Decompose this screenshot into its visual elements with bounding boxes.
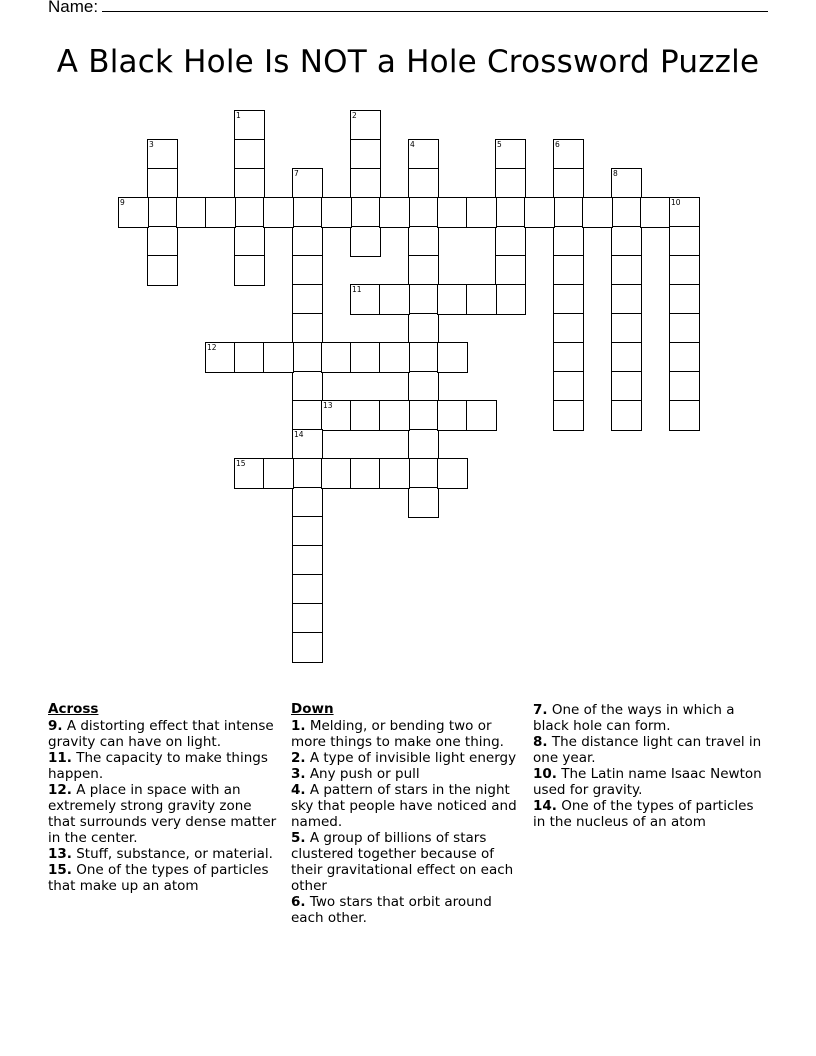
grid-cell[interactable] [466, 197, 497, 228]
grid-cell[interactable] [292, 342, 323, 373]
clue-item-number: 8. [533, 734, 548, 750]
grid-cell[interactable] [495, 255, 526, 286]
grid-cell[interactable] [379, 400, 410, 431]
clue-number: 14 [294, 430, 304, 439]
grid-cell[interactable] [408, 313, 439, 344]
grid-cell[interactable] [553, 255, 584, 286]
grid-cell[interactable] [234, 139, 265, 170]
grid-cell[interactable] [553, 342, 584, 373]
across-list [48, 718, 282, 894]
grid-cell[interactable] [408, 458, 439, 489]
grid-cell[interactable] [379, 342, 410, 373]
clue-item-number: 2. [291, 750, 306, 766]
grid-cell[interactable] [408, 139, 439, 170]
grid-cell[interactable] [408, 487, 439, 518]
clue-item-text: Melding, or bending two or more things to make one thing. [291, 718, 504, 750]
clue-item [533, 798, 765, 830]
clue-item-text: A distorting effect that intense gravity can have on light. [48, 718, 274, 750]
clue-item-text: Stuff, substance, or material. [71, 846, 273, 862]
grid-cell[interactable] [147, 226, 178, 257]
clue-item [291, 830, 523, 894]
name-label: Name: [48, 0, 99, 16]
grid-cell[interactable] [234, 255, 265, 286]
grid-cell[interactable] [553, 197, 584, 228]
clue-item [291, 782, 523, 830]
grid-cell[interactable] [292, 400, 323, 431]
grid-cell[interactable] [176, 197, 207, 228]
clue-item-number: 11. [48, 750, 72, 766]
grid-cell[interactable] [292, 313, 323, 344]
clue-item-number: 10. [533, 766, 557, 782]
grid-cell[interactable] [408, 371, 439, 402]
grid-cell[interactable] [408, 429, 439, 460]
grid-cell[interactable] [292, 371, 323, 402]
grid-cell[interactable] [379, 197, 410, 228]
clue-item [291, 718, 523, 750]
clue-number: 4 [410, 140, 415, 149]
grid-cell[interactable] [437, 400, 468, 431]
grid-cell[interactable] [611, 226, 642, 257]
grid-cell[interactable] [321, 197, 352, 228]
across-clues [48, 700, 282, 894]
grid-cell[interactable] [234, 342, 265, 373]
grid-cell[interactable] [147, 197, 178, 228]
grid-cell[interactable] [466, 284, 497, 315]
clue-item-text: A pattern of stars in the night sky that people have noticed and named. [291, 782, 517, 830]
grid-cell[interactable] [263, 197, 294, 228]
grid-cell[interactable] [408, 226, 439, 257]
grid-cell[interactable] [350, 168, 381, 199]
grid-cell[interactable] [495, 284, 526, 315]
grid-cell[interactable] [292, 458, 323, 489]
clue-item-number: 5. [291, 830, 306, 846]
grid-cell[interactable] [292, 545, 323, 576]
grid-cell[interactable] [234, 226, 265, 257]
grid-cell[interactable] [669, 342, 700, 373]
across-heading: Across [48, 701, 99, 717]
grid-cell[interactable] [437, 342, 468, 373]
grid-cell[interactable] [640, 197, 671, 228]
clue-item-number: 12. [48, 782, 72, 798]
grid-cell[interactable] [495, 226, 526, 257]
grid-cell[interactable] [611, 371, 642, 402]
clue-item-text: The Latin name Isaac Newton used for gravity. [533, 766, 762, 798]
grid-cell[interactable] [669, 371, 700, 402]
grid-cell[interactable] [350, 284, 381, 315]
grid-cell[interactable] [350, 110, 381, 141]
grid-cell[interactable] [350, 226, 381, 257]
grid-cell[interactable] [553, 226, 584, 257]
grid-cell[interactable] [147, 139, 178, 170]
grid-cell[interactable] [234, 197, 265, 228]
clue-item-number: 6. [291, 894, 306, 910]
clue-item-number: 4. [291, 782, 306, 798]
clue-item-number: 1. [291, 718, 306, 734]
grid-cell[interactable] [408, 284, 439, 315]
grid-cell[interactable] [553, 168, 584, 199]
grid-cell[interactable] [292, 429, 323, 460]
grid-cell[interactable] [321, 400, 352, 431]
clue-item [533, 734, 765, 766]
clue-item [533, 702, 765, 734]
grid-cell[interactable] [553, 371, 584, 402]
grid-cell[interactable] [408, 400, 439, 431]
clue-item-number: 3. [291, 766, 306, 782]
clue-item-text: A place in space with an extremely strong gravity zone that surrounds very dense matter in the center. [48, 782, 277, 846]
grid-cell[interactable] [553, 400, 584, 431]
grid-cell[interactable] [495, 168, 526, 199]
clue-number: 7 [294, 169, 299, 178]
grid-cell[interactable] [147, 168, 178, 199]
grid-cell[interactable] [669, 313, 700, 344]
grid-cell[interactable] [669, 284, 700, 315]
clue-item-text: Any push or pull [305, 766, 420, 782]
grid-cell[interactable] [408, 197, 439, 228]
grid-cell[interactable] [350, 342, 381, 373]
grid-cell[interactable] [437, 284, 468, 315]
clue-item-text: The distance light can travel in one year. [533, 734, 762, 766]
grid-cell[interactable] [292, 197, 323, 228]
clue-item-number: 15. [48, 862, 72, 878]
grid-cell[interactable] [408, 342, 439, 373]
grid-cell[interactable] [321, 458, 352, 489]
clue-number: 12 [207, 343, 217, 352]
grid-cell[interactable] [553, 313, 584, 344]
clue-number: 3 [149, 140, 154, 149]
clue-item-text: One of the types of particles that make up an atom [48, 862, 269, 894]
grid-cell[interactable] [350, 139, 381, 170]
grid-cell[interactable] [553, 284, 584, 315]
grid-cell[interactable] [205, 197, 236, 228]
grid-cell[interactable] [379, 284, 410, 315]
clue-item-number: 7. [533, 702, 548, 718]
clue-number: 15 [236, 459, 246, 468]
grid-cell[interactable] [611, 313, 642, 344]
grid-cell[interactable] [292, 632, 323, 663]
grid-cell[interactable] [437, 458, 468, 489]
clue-number: 9 [120, 198, 125, 207]
clue-item-number: 14. [533, 798, 557, 814]
clue-item [48, 846, 282, 862]
grid-cell[interactable] [292, 516, 323, 547]
clue-number: 11 [352, 285, 362, 294]
clue-item [48, 782, 282, 846]
grid-cell[interactable] [292, 574, 323, 605]
clue-number: 1 [236, 111, 241, 120]
clue-number: 5 [497, 140, 502, 149]
clue-number: 10 [671, 198, 681, 207]
down-clues [291, 700, 523, 926]
clue-item [48, 862, 282, 894]
grid-cell[interactable] [292, 487, 323, 518]
clue-item [48, 718, 282, 750]
page-title: A Black Hole Is NOT a Hole Crossword Puzzle [56, 44, 760, 80]
grid-cell[interactable] [350, 197, 381, 228]
grid-cell[interactable] [350, 400, 381, 431]
down-heading: Down [291, 701, 334, 717]
clue-item-number: 9. [48, 718, 63, 734]
grid-cell[interactable] [611, 284, 642, 315]
grid-cell[interactable] [234, 168, 265, 199]
grid-cell[interactable] [292, 255, 323, 286]
clue-item-text: One of the ways in which a black hole can form. [533, 702, 735, 734]
clue-item [48, 750, 282, 782]
grid-cell[interactable] [379, 458, 410, 489]
grid-cell[interactable] [611, 197, 642, 228]
clue-number: 13 [323, 401, 333, 410]
grid-cell[interactable] [292, 284, 323, 315]
grid-cell[interactable] [292, 603, 323, 634]
grid-cell[interactable] [466, 400, 497, 431]
grid-cell[interactable] [234, 458, 265, 489]
grid-cell[interactable] [669, 400, 700, 431]
grid-cell[interactable] [408, 255, 439, 286]
clue-number: 2 [352, 111, 357, 120]
grid-cell[interactable] [205, 342, 236, 373]
grid-cell[interactable] [582, 197, 613, 228]
clue-item-text: A type of invisible light energy [305, 750, 517, 766]
clue-item [533, 766, 765, 798]
grid-cell[interactable] [669, 255, 700, 286]
grid-cell[interactable] [553, 139, 584, 170]
grid-cell[interactable] [118, 197, 149, 228]
grid-cell[interactable] [350, 458, 381, 489]
clue-item-text: A group of billions of stars clustered together because of their gravitational effect on each other [291, 830, 514, 894]
grid-cell[interactable] [263, 342, 294, 373]
down-clues-continued [533, 702, 765, 830]
grid-cell[interactable] [669, 226, 700, 257]
grid-cell[interactable] [292, 168, 323, 199]
grid-cell[interactable] [611, 400, 642, 431]
grid-cell[interactable] [263, 458, 294, 489]
clue-number: 6 [555, 140, 560, 149]
grid-cell[interactable] [437, 197, 468, 228]
down-list-continued [533, 702, 765, 830]
down-list [291, 718, 523, 926]
clue-number: 8 [613, 169, 618, 178]
clue-item [291, 894, 523, 926]
grid-cell[interactable] [147, 255, 178, 286]
clue-item-text: The capacity to make things happen. [48, 750, 268, 782]
grid-cell[interactable] [611, 168, 642, 199]
grid-cell[interactable] [292, 226, 323, 257]
grid-cell[interactable] [611, 255, 642, 286]
grid-cell[interactable] [495, 197, 526, 228]
grid-cell[interactable] [408, 168, 439, 199]
grid-cell[interactable] [321, 342, 352, 373]
grid-cell[interactable] [234, 110, 265, 141]
clue-item-text: One of the types of particles in the nucleus of an atom [533, 798, 754, 830]
grid-cell[interactable] [611, 342, 642, 373]
clue-item [291, 766, 523, 782]
clue-item-number: 13. [48, 846, 72, 862]
grid-cell[interactable] [669, 197, 700, 228]
clue-item-text: Two stars that orbit around each other. [291, 894, 492, 926]
grid-cell[interactable] [495, 139, 526, 170]
grid-cell[interactable] [524, 197, 555, 228]
clue-item [291, 750, 523, 766]
